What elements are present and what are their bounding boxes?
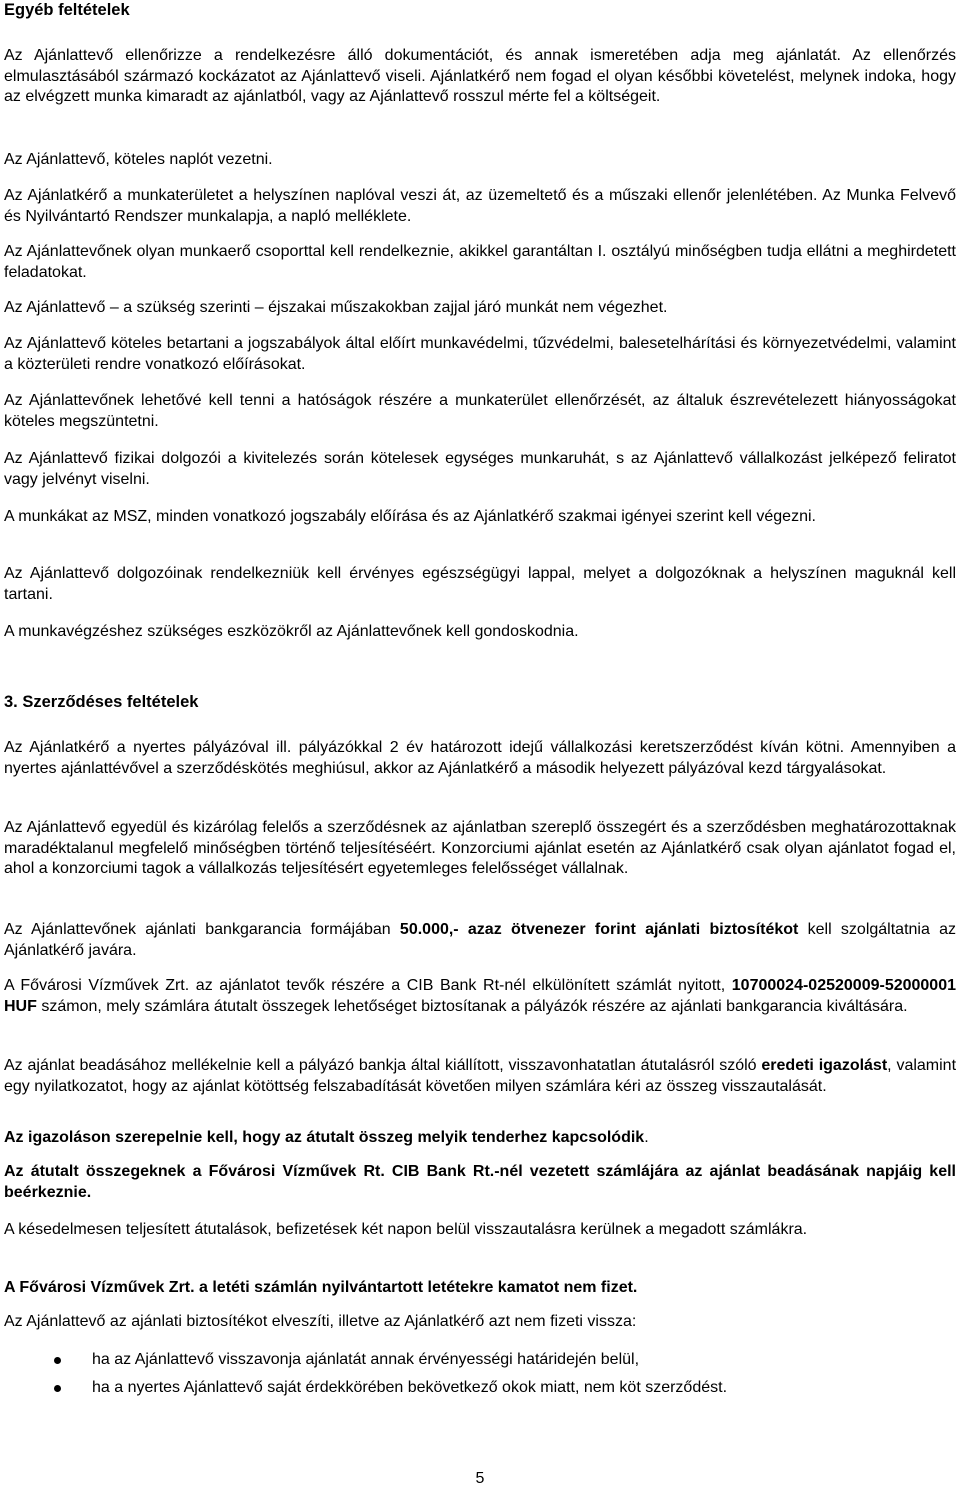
text-segment: Az ajánlat beadásához mellékelnie kell a pályázó bankja által kiállított, visszavonhatatlan átutalásról szóló (4, 1057, 762, 1074)
guarantee-amount: 50.000,- azaz ötvenezer forint ajánlati biztosítékot (399, 921, 799, 938)
paragraph: Az Ajánlattevő ellenőrizze a rendelkezésre álló dokumentációt, és annak ismeretében adja meg ajánlatát. Az ellenőrzés elmulasztásából származó kockázatot az Ajánlattevő viseli. Ajánlatkérő nem fogad el olyan későbbi követelést, melynek indoka, hogy az elvégzett munka kimaradt az ajánlatból, vagy az Ajánlattevő rosszul mérte fel a költségeit. (4, 47, 956, 105)
account-number: 10700024-02520009-52000001 HUF (4, 977, 956, 1015)
paragraph: Az Ajánlattevő fizikai dolgozói a kivitelezés során kötelesek egységes munkaruhát, s az Ajánlattevő vállalkozást jelképező feliratot vagy jelvényt viselni. (4, 450, 956, 488)
text-segment: A Fővárosi Vízművek Zrt. az ajánlatot tevők részére a CIB Bank Rt-nél elkülönített számlát nyitott, (4, 977, 732, 994)
section-heading-szerzodeses: 3. Szerződéses feltételek (4, 693, 199, 711)
text-segment: kell szolgáltatnia az Ajánlatkérő javára. (4, 921, 957, 959)
paragraph: A munkavégzéshez szükséges eszközökről az Ajánlattevőnek kell gondoskodnia. (4, 623, 579, 640)
section-heading-egyeb: Egyéb feltételek (4, 1, 130, 19)
paragraph: Az Ajánlatkérő a munkaterületet a helyszínen naplóval veszi át, az üzemeltető és a műszaki ellenőr jelenlétében. Az Munka Felvevő és Nyilvántartó Rendszer munkalapja, a napló melléklete. (4, 187, 956, 225)
text-segment: . (644, 1129, 649, 1146)
paragraph: Az Ajánlattevő, köteles naplót vezetni. (4, 151, 273, 168)
list-item-text: ha az Ajánlattevő visszavonja ajánlatát annak érvényességi határidején belül, (92, 1351, 640, 1368)
original-certificate: eredeti igazolást (761, 1057, 888, 1074)
text-segment: számon, mely számlára átutalt összegek lehetőséget biztosítanak a pályázók részére az ajánlati bankgarancia kiváltására. (36, 997, 908, 1015)
paragraph: Az Ajánlattevő az ajánlati biztosítékot elveszíti, illetve az Ajánlatkérő azt nem fizeti vissza: (4, 1313, 637, 1330)
bullet-icon (54, 1357, 61, 1364)
paragraph-atutalt: Az átutalt összegeknek a Fővárosi Vízművek Rt. CIB Bank Rt.-nél vezetett számlájára az ajánlat beadásának napjáig kell beérkeznie. (4, 1163, 956, 1201)
paragraph-bank-account (4, 976, 956, 1017)
paragraph: Az Ajánlattevő egyedül és kizárólag felelős a szerződésnek az ajánlatban szereplő összegért és a szerződésben meghatározottaknak maradéktalanul megfelelő minőségben történő teljesítéséért. Konzorciumi ajánlat esetén az Ajánlatkérő csak olyan ajánlatot fogad el, ahol a konzorciumi tagok a vállalkozás teljesítésért egyetemleges felelősséget vállalnak. (4, 819, 956, 877)
paragraph: A munkákat az MSZ, minden vonatkozó jogszabály előírása és az Ajánlatkérő szakmai igényei szerint kell végezni. (4, 508, 816, 525)
text-segment-bold: Az igazoláson szerepelnie kell, hogy az átutalt összeg melyik tenderhez kapcsolódik (4, 1129, 645, 1146)
list-item (4, 1350, 956, 1378)
text-segment: , valamint egy nyilatkozatot, hogy az ajánlat kötöttség felszabadítását követően milyen számlára kéri az összeg visszautalását. (4, 1057, 957, 1095)
paragraph-bankgarancia (4, 920, 956, 961)
paragraph: Az Ajánlatkérő a nyertes pályázóval ill. pályázókkal 2 év határozott idejű vállalkozási keretszerződést kíván kötni. Amennyiben a nyertes ajánlattévővel a szerződéskötés meghiúsul, akkor az Ajánlatkérő a második helyezett pályázóval kezd tárgyalásokat. (4, 739, 956, 777)
bullet-list (4, 1350, 956, 1406)
paragraph-kamat: A Fővárosi Vízművek Zrt. a letéti számlán nyilvántartott letétekre kamatot nem fizet. (4, 1279, 638, 1296)
bullet-icon (54, 1385, 61, 1392)
paragraph-tender (4, 1128, 956, 1149)
paragraph: Az Ajánlattevő dolgozóinak rendelkezniük kell érvényes egészségügyi lappal, melyet a dolgozóknak a helyszínen maguknál kell tartani. (4, 565, 956, 603)
list-item-text: ha a nyertes Ajánlattevő saját érdekkörében bekövetkező okok miatt, nem köt szerződést. (92, 1379, 728, 1396)
paragraph: A késedelmesen teljesített átutalások, befizetések két napon belül visszautalásra kerülnek a megadott számlákra. (4, 1221, 808, 1238)
paragraph: Az Ajánlattevő – a szükség szerinti – éjszakai műszakokban zajjal járó munkát nem végezhet. (4, 299, 668, 316)
paragraph-igazolas (4, 1056, 956, 1097)
page-number: 5 (475, 1470, 485, 1487)
paragraph: Az Ajánlattevőnek olyan munkaerő csoporttal kell rendelkeznie, akikkel garantáltan I. osztályú minőségben tudja ellátni a meghirdetett feladatokat. (4, 243, 956, 281)
paragraph: Az Ajánlattevőnek lehetővé kell tenni a hatóságok részére a munkaterület ellenőrzését, az általuk észrevételezett hiányosságokat köteles megszüntetni. (4, 392, 956, 430)
text-segment: Az Ajánlattevőnek ajánlati bankgarancia formájában (4, 921, 400, 938)
list-item (4, 1378, 956, 1406)
paragraph: Az Ajánlattevő köteles betartani a jogszabályok által előírt munkavédelmi, tűzvédelmi, balesetelhárítási és környezetvédelmi, valamint a közterületi rendre vonatkozó előírásokat. (4, 335, 956, 373)
